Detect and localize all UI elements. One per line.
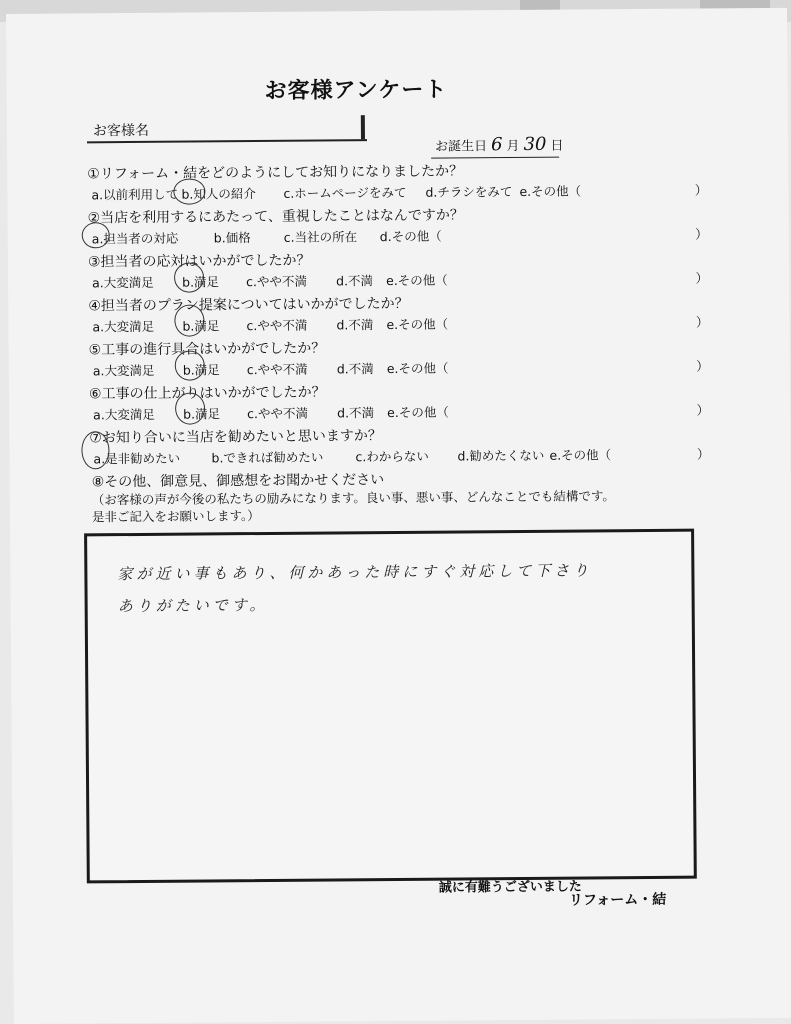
comment-box[interactable] — [84, 529, 697, 884]
free-comment-instructions-line-2: 是非ご記入をお願いします。） — [91, 508, 260, 525]
option-e[interactable]: e.その他（ — [519, 183, 582, 199]
option-a[interactable]: a.大変満足 — [92, 274, 154, 291]
option-a[interactable]: a.大変満足 — [93, 406, 155, 423]
question-title: ⑤工事の進行具合はいかがでしたか？ — [88, 340, 326, 359]
free-comment-title: ⑧その他、御意見、御感想をお聞かせください — [91, 472, 385, 491]
question-options — [89, 356, 709, 379]
option-b[interactable]: b.満足 — [182, 274, 220, 290]
option-c[interactable]: c.やや不満 — [246, 317, 308, 334]
option-a[interactable]: a.是非勧めたい — [93, 450, 181, 467]
customer-name-label: お客様名 — [92, 122, 149, 140]
option-c[interactable]: c.やや不満 — [246, 361, 308, 378]
question-1 — [87, 158, 707, 203]
question-6 — [89, 378, 709, 423]
option-b[interactable]: b.満足 — [183, 406, 221, 422]
birthday-field — [435, 134, 564, 156]
option-b[interactable]: b.できれば勧めたい — [211, 449, 324, 466]
option-b[interactable]: b.満足 — [182, 318, 220, 334]
thanks-message: 誠に有難うございました — [438, 879, 582, 896]
option-d[interactable]: d.その他（ — [379, 228, 442, 245]
option-c[interactable]: c.ホームページをみて — [283, 184, 407, 201]
option-a[interactable]: a.担当者の対応 — [91, 230, 179, 247]
handwritten-comment-line-1: 家が近い事もあり、何かあった時にすぐ対応して下さり — [117, 561, 593, 584]
birthday-day-unit: 日 — [550, 138, 564, 154]
survey-sheet — [6, 8, 791, 1024]
question-3 — [88, 246, 708, 291]
birthday-month-unit: 月 — [506, 138, 520, 155]
option-e-close: ） — [695, 270, 709, 286]
question-options — [88, 312, 708, 335]
option-d[interactable]: d.不満 — [337, 405, 375, 421]
option-d[interactable]: d.不満 — [336, 361, 374, 377]
option-e[interactable]: e.その他（ — [549, 447, 612, 463]
free-comment-instructions — [92, 486, 712, 525]
option-a[interactable]: a.大変満足 — [92, 318, 155, 335]
handwritten-comment-line-2: ありがたいです。 — [117, 595, 269, 616]
question-title: ④担当者のプラン提案についてはいかがでしたか？ — [88, 295, 409, 315]
question-title: ②当店を利用するにあたって、重視したことはなんですか？ — [87, 207, 464, 227]
option-c[interactable]: c.やや不満 — [246, 273, 308, 290]
option-c[interactable]: c.当社の所在 — [283, 229, 358, 245]
option-b[interactable]: b.価格 — [213, 230, 251, 246]
option-c[interactable]: c.わからない — [355, 448, 429, 465]
option-c[interactable]: c.やや不満 — [247, 405, 309, 422]
redaction-mark — [361, 115, 365, 139]
survey-title: お客様アンケート — [264, 77, 448, 104]
option-a[interactable]: a.大変満足 — [92, 362, 155, 379]
option-b[interactable]: b.知人の紹介 — [181, 186, 256, 202]
option-e[interactable]: e.その他（ — [386, 316, 449, 333]
option-e-close: ） — [696, 402, 710, 418]
handwritten-comment — [117, 554, 677, 622]
option-e-close: ） — [696, 358, 709, 374]
question-options — [88, 224, 708, 247]
question-options — [87, 180, 707, 203]
option-b[interactable]: b.満足 — [182, 362, 220, 378]
question-4 — [88, 290, 708, 335]
birthday-month: 6 — [490, 134, 503, 156]
question-title: ①リフォーム・結をどのようにしてお知りになりましたか？ — [87, 163, 464, 183]
option-d[interactable]: d.不満 — [336, 317, 374, 333]
option-d[interactable]: d.チラシをみて — [425, 184, 513, 200]
question-title: ⑥工事の仕上がりはいかがでしたか？ — [88, 384, 326, 403]
question-options — [88, 268, 708, 291]
question-options — [89, 400, 709, 423]
option-e-close: ） — [696, 446, 710, 462]
birthday-line — [431, 157, 559, 159]
question-title: ③担当者の応対はいかがでしたか？ — [87, 252, 311, 271]
option-e[interactable]: e.その他（ — [386, 272, 448, 289]
question-2 — [88, 202, 708, 247]
birthday-label: お誕生日 — [434, 139, 488, 155]
option-e[interactable]: e.その他（ — [387, 404, 449, 421]
question-options — [89, 444, 709, 467]
free-comment-instructions-line-1: （お客様の声が今後の私たちの励みになります。良い事、悪い事、どんなことでも結構です。 — [91, 488, 615, 508]
question-title: ⑦お知り合いに当店を勧めたいと思いますか？ — [89, 428, 382, 447]
question-5 — [89, 334, 709, 379]
option-a[interactable]: a.以前利用して — [91, 186, 179, 203]
option-e-close: ） — [695, 314, 709, 330]
question-7 — [89, 422, 709, 467]
option-d[interactable]: d.不満 — [336, 273, 374, 289]
birthday-day: 30 — [523, 133, 547, 155]
option-e-close: ） — [694, 182, 708, 198]
option-d-close: ） — [695, 226, 708, 242]
option-e[interactable]: e.その他（ — [386, 360, 449, 377]
shop-name: リフォーム・結 — [568, 891, 667, 909]
option-d[interactable]: d.勧めたくない — [457, 447, 545, 464]
